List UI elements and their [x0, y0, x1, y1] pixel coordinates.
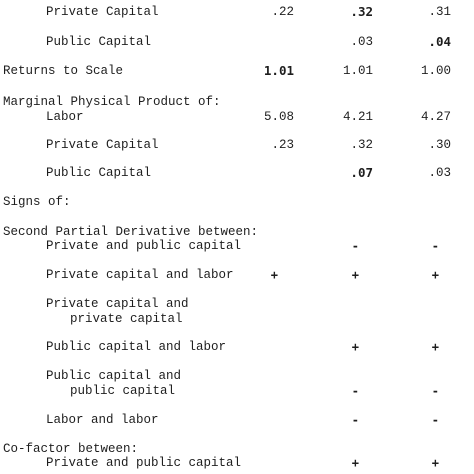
section-heading-marginal-product — [0, 94, 474, 110]
sign-col3: + — [431, 268, 439, 282]
row-public-public-capital-cont — [0, 383, 474, 399]
row-label: Private capital and — [46, 297, 189, 311]
value-col1: 5.08 — [263, 110, 294, 124]
section-heading: Marginal Physical Product of: — [3, 95, 221, 109]
row-mpp-public-capital — [0, 165, 474, 181]
value-col3: .31 — [428, 5, 451, 19]
value-col3: 4.27 — [420, 110, 451, 124]
row-private-private-capital — [0, 296, 474, 312]
row-mpp-private-capital — [0, 137, 474, 153]
sign-col2: + — [351, 456, 359, 470]
row-label: Labor and labor — [46, 413, 159, 427]
sign-col2: - — [351, 239, 359, 253]
section-heading: Signs of: — [3, 195, 71, 209]
row-label: Private and public capital — [46, 239, 242, 253]
value-col2: 1.01 — [342, 64, 373, 78]
value-col2: 4.21 — [342, 110, 373, 124]
row-label: Labor — [46, 110, 84, 124]
row-label: Private Capital — [46, 5, 159, 19]
row-label: Private capital and labor — [46, 268, 234, 282]
row-label: Public capital and labor — [46, 340, 227, 354]
row-labor-labor — [0, 412, 474, 428]
sign-col3: - — [431, 413, 439, 427]
row-public-capital-labor — [0, 339, 474, 355]
row-mpp-labor — [0, 109, 474, 125]
row-cofactor-private-public — [0, 455, 474, 471]
value-col3: .30 — [428, 138, 451, 152]
value-col1: .22 — [271, 5, 294, 19]
value-col3: .03 — [428, 166, 451, 180]
row-private-public-capital — [0, 238, 474, 254]
row-private-capital-elasticity — [0, 4, 474, 20]
value-col1: .23 — [271, 138, 294, 152]
row-label-continued: private capital — [70, 312, 183, 326]
value-col2: .32 — [350, 4, 373, 19]
row-private-capital-labor — [0, 267, 474, 283]
value-col2: .03 — [350, 35, 373, 49]
section-heading-signs — [0, 194, 474, 210]
sign-col2: + — [351, 340, 359, 354]
row-public-public-capital — [0, 368, 474, 384]
row-label: Private Capital — [46, 138, 159, 152]
sign-col2: + — [351, 268, 359, 282]
sign-col2: - — [351, 413, 359, 427]
section-heading: Second Partial Derivative between: — [3, 225, 259, 239]
value-col1: 1.01 — [263, 63, 294, 78]
sign-col3: - — [431, 384, 439, 398]
row-public-capital-elasticity — [0, 34, 474, 50]
value-col3: 1.00 — [420, 64, 451, 78]
row-private-private-capital-cont — [0, 311, 474, 327]
row-label: Private and public capital — [46, 456, 242, 470]
sign-col2: - — [351, 384, 359, 398]
section-heading: Co-factor between: — [3, 442, 139, 456]
sign-col3: + — [431, 340, 439, 354]
value-col2: .32 — [350, 138, 373, 152]
row-returns-to-scale — [0, 63, 474, 79]
value-col2: .07 — [350, 165, 373, 180]
sign-col3: + — [431, 456, 439, 470]
row-label: Public Capital — [46, 166, 152, 180]
row-label-continued: public capital — [70, 384, 176, 398]
sign-col1: + — [270, 268, 278, 282]
sign-col3: - — [431, 239, 439, 253]
row-label: Public capital and — [46, 369, 182, 383]
value-col3: .04 — [428, 34, 451, 49]
row-label: Public Capital — [46, 35, 152, 49]
row-label: Returns to Scale — [3, 64, 124, 78]
